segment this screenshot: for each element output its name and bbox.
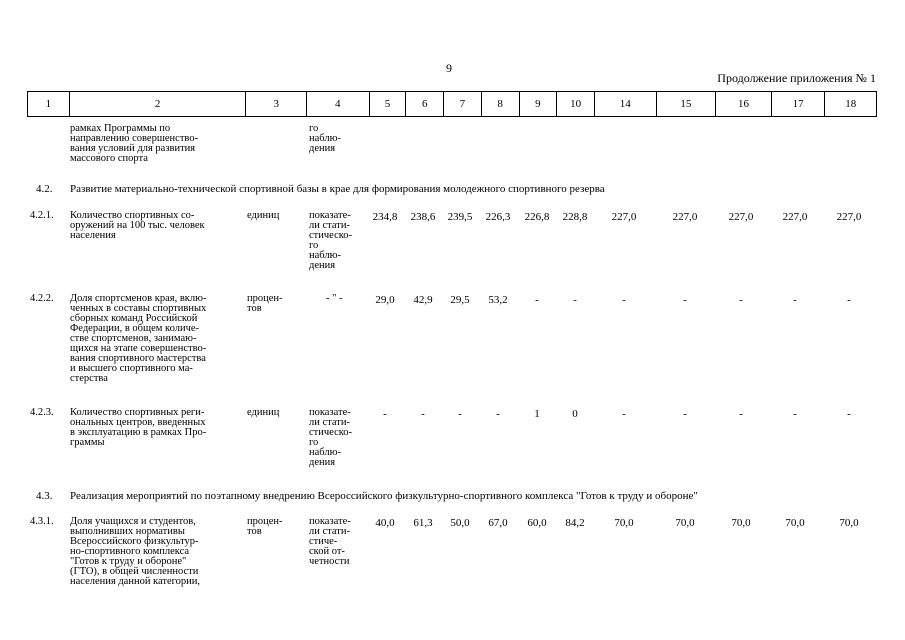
row-source: показате- ли стати- стическо- го наблю- дения xyxy=(309,407,353,468)
row-number: 4.2.2. xyxy=(30,293,54,304)
value-cell: - xyxy=(573,294,577,306)
value-cell: 226,8 xyxy=(524,211,550,223)
value-cell: - xyxy=(847,294,851,306)
value-cell: - xyxy=(622,294,626,306)
value-cell: - xyxy=(496,408,500,420)
value-cell: - xyxy=(739,408,743,420)
value-cell: - xyxy=(683,408,687,420)
value-cell: 61,3 xyxy=(413,517,433,529)
row-unit: единиц xyxy=(247,407,280,418)
row-number: 4.2.3. xyxy=(30,407,54,418)
row-source: показате- ли стати- стическо- го наблю- дения xyxy=(309,210,353,271)
section-title: Развитие материально-технической спортивной базы в крае для формирования молодежного спортивного резерва xyxy=(70,183,605,195)
header-cell: 4 xyxy=(307,92,370,116)
header-cell: 1 xyxy=(28,92,70,116)
value-cell: 70,0 xyxy=(675,517,695,529)
value-cell: 234,8 xyxy=(372,211,398,223)
value-cell: 53,2 xyxy=(488,294,508,306)
value-cell: 67,0 xyxy=(488,517,508,529)
header-cell: 2 xyxy=(70,92,247,116)
table-header xyxy=(27,91,877,117)
row-number: 4.2.1. xyxy=(30,210,54,221)
value-cell: 227,0 xyxy=(782,211,808,223)
row-source: показате- ли стати- стиче- ской от- четности xyxy=(309,516,351,567)
header-cell: 14 xyxy=(595,92,657,116)
value-cell: 226,3 xyxy=(485,211,511,223)
value-cell: - xyxy=(458,408,462,420)
value-cell: - xyxy=(847,408,851,420)
row-unit: единиц xyxy=(247,210,280,221)
header-cell: 15 xyxy=(657,92,717,116)
value-cell: 84,2 xyxy=(565,517,585,529)
header-cell: 17 xyxy=(772,92,826,116)
row-name: Доля учащихся и студентов, выполнивших нормативы Всероссийского физкультур- но-спортивного комплекса "Готов к труду и обороне" (ГТО), в общей численности населения данной категории, xyxy=(70,516,201,587)
section-title: Реализация мероприятий по поэтапному внедрению Всероссийского физкультурно-спортивного комплекса "Готов к труду и обороне" xyxy=(70,490,698,502)
value-cell: 70,0 xyxy=(785,517,805,529)
value-cell: 238,6 xyxy=(410,211,436,223)
value-cell: 70,0 xyxy=(731,517,751,529)
value-cell: 40,0 xyxy=(375,517,395,529)
value-cell: 70,0 xyxy=(614,517,634,529)
fragment-source: го наблю- дения xyxy=(309,123,341,154)
value-cell: - xyxy=(535,294,539,306)
value-cell: 227,0 xyxy=(611,211,637,223)
row-name: Количество спортивных со- оружений на 100 тыс. человек населения xyxy=(70,210,205,241)
value-cell: - xyxy=(683,294,687,306)
row-name: Доля спортсменов края, вклю- ченных в составы спортивных сборных команд Российской Федерации, в общем количе- стве спортсменов, занимаю- щихся на этапе совершенство- вания спортивного мастерства и высшего спортивного ма- стерства xyxy=(70,293,207,384)
header-cell: 7 xyxy=(444,92,482,116)
header-cell: 3 xyxy=(246,92,307,116)
value-cell: - xyxy=(793,408,797,420)
header-cell: 18 xyxy=(845,98,857,110)
header-cell: 8 xyxy=(482,92,520,116)
value-cell: 29,0 xyxy=(375,294,395,306)
value-cell: 227,0 xyxy=(836,211,862,223)
section-number: 4.2. xyxy=(36,183,53,195)
page-number: 9 xyxy=(446,61,452,75)
value-cell: - xyxy=(739,294,743,306)
row-unit: процен- тов xyxy=(247,293,283,314)
value-cell: 42,9 xyxy=(413,294,433,306)
value-cell: 50,0 xyxy=(450,517,470,529)
header-cell: 5 xyxy=(370,92,407,116)
value-cell: 70,0 xyxy=(839,517,859,529)
value-cell: - xyxy=(622,408,626,420)
header-cell: 9 xyxy=(520,92,558,116)
section-number: 4.3. xyxy=(36,490,53,502)
value-cell: 0 xyxy=(572,408,578,420)
value-cell: 227,0 xyxy=(728,211,754,223)
value-cell: - xyxy=(793,294,797,306)
value-cell: - xyxy=(383,408,387,420)
header-cell: 16 xyxy=(716,92,772,116)
row-number: 4.3.1. xyxy=(30,516,54,527)
header-cell: 10 xyxy=(557,92,595,116)
header-cell: 6 xyxy=(406,92,444,116)
value-cell: 228,8 xyxy=(562,211,588,223)
value-cell: 1 xyxy=(534,408,540,420)
value-cell: 227,0 xyxy=(672,211,698,223)
row-source: - " - xyxy=(326,293,343,304)
value-cell: 60,0 xyxy=(527,517,547,529)
value-cell: - xyxy=(421,408,425,420)
row-name: Количество спортивных реги- ональных центров, введенных в эксплуатацию в рамках Про- граммы xyxy=(70,407,207,448)
value-cell: 29,5 xyxy=(450,294,470,306)
row-unit: процен- тов xyxy=(247,516,283,537)
fragment-name: рамках Программы по направлению совершенство- вания условий для развития массового спорта xyxy=(70,123,199,164)
continuation-label: Продолжение приложения № 1 xyxy=(717,71,876,85)
value-cell: 239,5 xyxy=(447,211,473,223)
